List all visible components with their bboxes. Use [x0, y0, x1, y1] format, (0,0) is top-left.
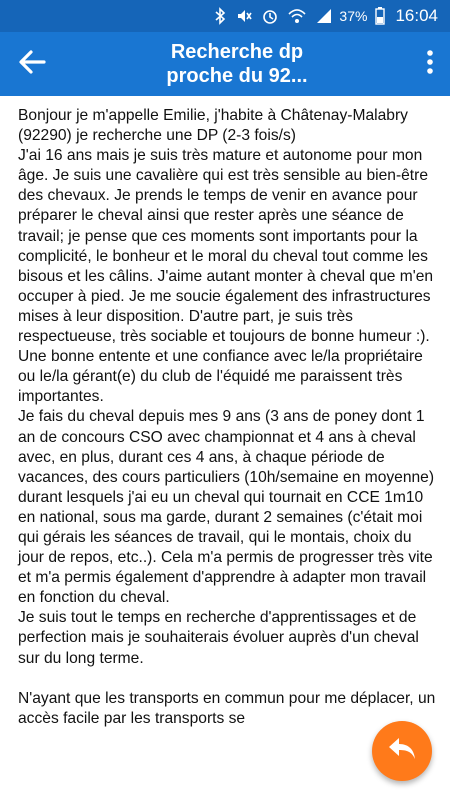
reply-icon	[387, 736, 417, 767]
alarm-icon	[261, 7, 279, 25]
message-content[interactable]	[0, 96, 450, 800]
page-title-line-2: proche du 92...	[166, 65, 308, 87]
reply-button[interactable]	[372, 721, 432, 781]
wifi-icon	[287, 7, 307, 25]
page-title-line-1: Recherche dp	[170, 41, 304, 63]
bluetooth-icon	[213, 7, 227, 25]
mute-icon	[235, 7, 253, 25]
signal-icon	[315, 7, 333, 25]
status-bar	[0, 0, 450, 32]
arrow-back-icon	[17, 47, 47, 82]
message-body: Bonjour je m'appelle Emilie, j'habite à Châtenay-Malabry (92290) je recherche une DP (2-3 fois/s) J'ai 16 ans mais je suis très mature et autonome pour mon âge. Je suis une cavalière qui est très sensible au bien-être des chevaux. Je prends le temps de venir en avance pour préparer le cheval ainsi que rester après une séance de travail; je pense que ces moments sont importants pour la complicité, le bonheur et le moral du cheval tout comme les bisous et les câlins. J'aime autant monter à cheval que m'en occuper à pied. Je me soucie également des infrastructures mises à leur disposition. D'autre part, je suis très respectueuse, très sociable et toujours de bonne humeur :). Une bonne entente et une confiance avec le/la propriétaire ou le/la gérant(e) du club de l'équidé me paraissent très importantes. Je fais du cheval depuis mes 9 ans (3 ans de poney dont 1 an de concours CSO avec championnat et 4 ans à cheval avec, en plus, durant ces 4 ans, à chaque période de vacances, des cours particuliers (10h/semaine en moyenne) durant lesquels j'ai eu un cheval qui tournait en CCE 1m10 en national, sous ma garde, durant 2 semaines (c'était moi qui gérais les séances de travail, qui le montais, choix du jour de repos, etc..). Cela m'a permis de progresser très vite et m'a permis également d'apprendre à adapter mon travail en fonction du cheval. Je suis tout le temps en recherche d'apprentissages et de perfection mais je souhaiterais évoluer auprès d'un cheval sur du long terme. N'ayant que les transports en commun pour me déplacer, un accès facile par les transports se	[18, 107, 436, 727]
app-bar	[0, 32, 450, 96]
overflow-menu-button[interactable]	[410, 32, 450, 96]
battery-percent: 37%	[339, 8, 368, 24]
battery-icon	[375, 7, 385, 25]
status-time: 16:04	[395, 6, 438, 25]
page-title	[64, 40, 410, 88]
back-button[interactable]	[0, 32, 64, 96]
more-vert-icon	[426, 49, 434, 80]
